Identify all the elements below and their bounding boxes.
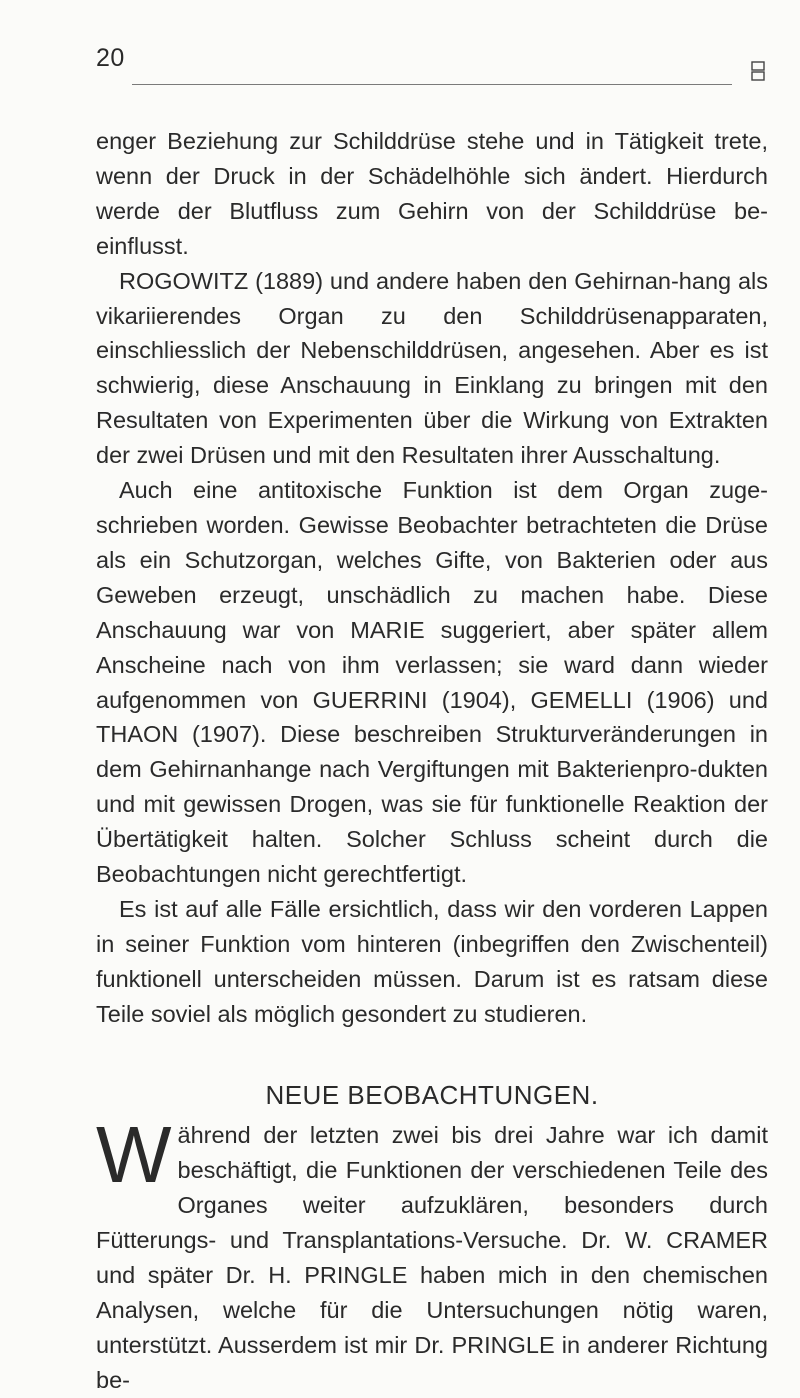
paragraph-5 xyxy=(96,1110,768,1397)
paragraph-3: Auch eine antitoxische Funktion ist dem Organ zuge-schrieben worden. Gewisse Beobachter betrachteten die Drüse als ein Schutzorgan, welches Gifte, von Bakterien oder aus Geweben erzeugt, unschädlich zu machen habe. Diese Anschauung war von MARIE suggeriert, aber später allem Anscheine nach von ihm verlassen; sie ward dann wieder aufgenommen von GUERRINI (1904), GEMELLI (1906) und THAON (1907). Diese beschreiben Strukturveränderungen in dem Gehirnanhange nach Vergiftungen mit Bakterienpro-dukten und mit gewissen Drogen, was sie für funktionelle Reaktion der Übertätigkeit halten. Solcher Schluss scheint durch die Beobachtungen nicht gerechtfertigt. xyxy=(96,477,768,888)
paragraph-2: ROGOWITZ (1889) und andere haben den Gehirnan-hang als vikariierendes Organ zu den Schilddrüsenapparaten, einschliesslich der Nebenschilddrüsen, angesehen. Aber es ist schwierig, diese Anschauung in Einklang zu bringen mit den Resultaten von Experimenten über die Wirkung von Extrakten der zwei Drüsen und mit den Resultaten ihrer Ausschaltung. xyxy=(96,267,768,469)
body-text xyxy=(96,124,768,1398)
drop-cap: W xyxy=(96,1110,172,1200)
paragraph-4: Es ist auf alle Fälle ersichtlich, dass wir den vorderen Lappen in seiner Funktion vom hinteren (inbegriffen den Zwischenteil) funktionell unterscheiden müssen. Darum ist es ratsam diese Teile soviel als möglich gesondert zu studieren. xyxy=(96,895,768,1027)
section-heading: NEUE BEOBACHTUNGEN. xyxy=(265,1079,599,1110)
paragraph-1: enger Beziehung zur Schilddrüse stehe und in Tätigkeit trete, wenn der Druck in der Schädelhöhle sich ändert. Hierdurch werde der Blutfluss zum Gehirn von der Schilddrüse be-einflusst. xyxy=(96,128,768,259)
signature-mark-icon xyxy=(751,61,765,81)
header-rule xyxy=(132,84,732,85)
page-number: 20 xyxy=(96,44,125,72)
paragraph-5-text: ährend der letzten zwei bis drei Jahre war ich damit beschäftigt, die Funktionen der verschiedenen Teile des Organes weiter aufzuklären, besonders durch Fütterungs- und Transplantations-Versuche. Dr. W. CRAMER und später Dr. H. PRINGLE haben mich in den chemischen Analysen, welche für die Untersuchungen nötig waren, unterstützt. Ausserdem ist mir Dr. PRINGLE in anderer Richtung be- xyxy=(96,1122,768,1393)
